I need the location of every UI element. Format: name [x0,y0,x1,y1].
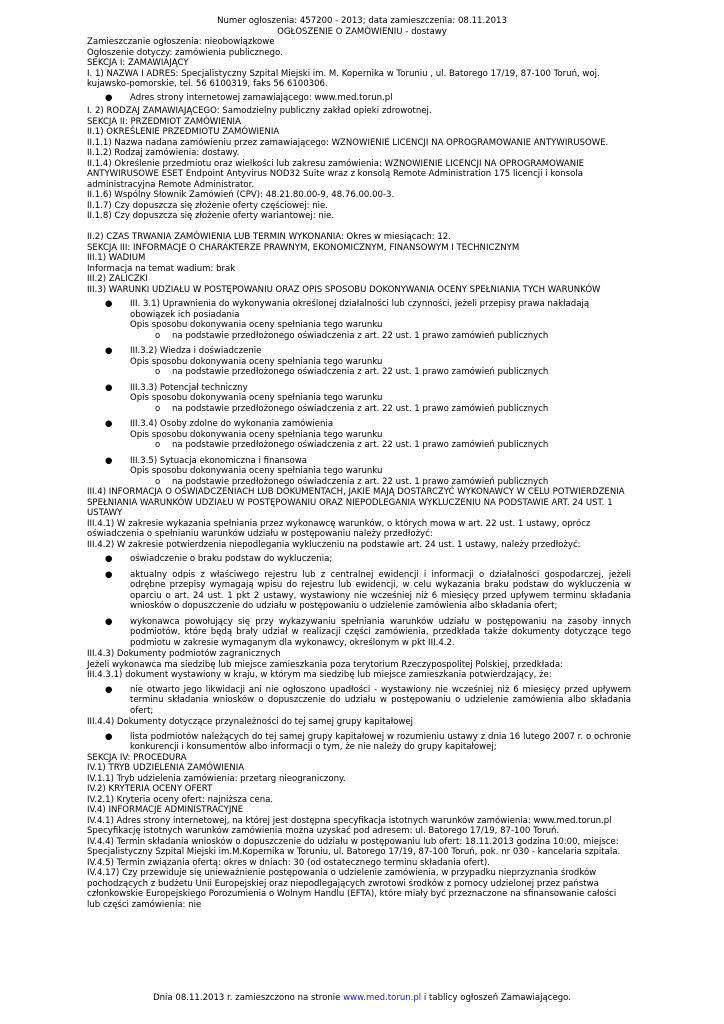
condition-item [87,383,631,415]
condition-label: III.3.2) Wiedza i doświadczenie [130,346,262,356]
condition-item [87,419,631,451]
bullet-icon: ● [105,419,113,429]
paragraph: III.4.2) W zakresie potwierdzenia niepodlegania wykluczeniu na podstawie art. 24 ust. 1 ustawy, należy przedłożyć: [87,539,581,550]
condition-method: Opis sposobu dokonywania oceny spełniania tego warunku [130,393,383,403]
condition-method: Opis sposobu dokonywania oceny spełniania tego warunku [130,466,383,476]
condition-item [87,299,631,341]
list-item [87,685,631,717]
paragraph: Specyfikację istotnych warunków zamówienia można uzyskać pod adresem: ul. Batorego 17/19, 87-100 Toruń. [87,826,560,836]
list-item [87,93,631,104]
circle-bullet-icon: o [155,403,161,414]
spacer [87,222,631,233]
bullet-icon: ● [105,616,113,627]
paragraph: II.1.2) Rodzaj zamówienia: dostawy. [87,148,240,158]
condition-label: III. 3.1) Uprawnienia do wykonywania określonej działalności lub czynności, jeżeli przepisy prawa nakładają obowiązek ich posiadania [130,299,590,320]
subsection-heading: III.3) WARUNKI UDZIAŁU W POSTĘPOWANIU ORAZ OPIS SPOSOBU DOKONYWANIA OCENY SPEŁNIANIA TYCH WARUNKÓW [87,284,601,295]
condition-label: III.3.5) Sytuacja ekonomiczna i finansowa [130,455,307,466]
list-item [87,554,631,565]
condition-detail [87,404,631,415]
circle-bullet-icon: o [155,330,161,341]
subsection-heading: III.4) INFORMACJA O OŚWIADCZENIACH LUB DOKUMENTACH, JAKIE MAJĄ DOSTARCZYĆ WYKONAWCY W CELU POTWIERDZENIA SPEŁNIANIA WARUNKÓW UDZIAŁU W POSTĘPOWANIU ORAZ NIEPODLEGANIA WYKLUCZENIU NA PODSTAWIE ART. 24 UST. 1 USTAWY [87,487,625,518]
bullet-icon: ● [105,299,113,309]
bullet-icon: ● [105,346,113,356]
document-body [87,37,631,910]
footer-website-link[interactable]: www.med.torun.pl [343,993,422,1003]
document-title: OGŁOSZENIE O ZAMÓWIENIU - dostawy [277,26,447,37]
paragraph: IV.2.1) Kryteria oceny ofert: najniższa cena. [87,794,274,805]
list-item-text: aktualny odpis z właściwego rejestru lub z centralnej ewidencji i informacji o działalności gospodarczej, jeżeli odrębne przepisy wymagają wpisu do rejestru lub ewidencji, w celu wykazania braku podstaw do wykluczenia w oparciu o art. 24 ust. 1 pkt 2 ustawy, wystawiony nie wcześniej niż 6 miesięcy przed upływem terminu składania wniosków o dopuszczenie do udziału w postępowaniu o udzielenie zamówienia albo składania ofert; [130,569,631,611]
paragraph: Jeżeli wykonawca ma siedzibę lub miejsce zamieszkania poza terytorium Rzeczypospolitej Polskiej, przedkłada: [87,659,563,670]
condition-item [87,346,631,378]
intro-line: Zamieszczanie ogłoszenia: nieobowiązkowe [87,37,275,47]
subsection-heading: IV.1) TRYB UDZIELENIA ZAMÓWIENIA [87,763,245,773]
conditions-list [87,299,631,487]
subsection-heading: IV.2) KRYTERIA OCENY OFERT [87,784,213,794]
list-item-text: wykonawca powołujący się przy wykazywaniu spełniania warunków udziału w postępowaniu na zasoby innych podmiotów, które będą brały udział w realizacji części zamówienia, przedkłada także dokumenty dotyczące tego podmiotu w zakresie wymaganym dla wykonawcy, określonym w pkt III.4.2. [130,616,631,648]
subsection-heading: III.4.3) Dokumenty podmiotów zagranicznych [87,649,281,659]
intro-line: Ogłoszenie dotyczy: zamówienia publicznego. [87,47,283,58]
bullet-icon: ● [105,455,113,466]
page-footer [0,993,724,1004]
list-item-text: oświadczenie o braku podstaw do wykluczenia; [130,554,333,564]
paragraph: II.2) CZAS TRWANIA ZAMÓWIENIA LUB TERMIN WYKONANIA: Okres w miesiącach: 12. [87,232,451,242]
announcement-number: Numer ogłoszenia: 457200 - 2013; data zamieszczenia: 08.11.2013 [217,16,507,26]
section-heading: SEKCJA IV: PROCEDURA [87,752,187,763]
list-item [87,617,631,649]
condition-detail-text: na podstawie przedłożonego oświadczenia z art. 22 ust. 1 prawo zamówień publicznych [172,330,549,341]
document-header [0,16,724,37]
condition-label: III.3.4) Osoby zdolne do wykonania zamówienia [130,419,334,429]
circle-bullet-icon: o [155,476,161,487]
condition-detail [87,331,631,342]
condition-label: III.3.3) Potencjał techniczny [130,382,248,393]
subsection-heading: IV.4) INFORMACJE ADMINISTRACYJNE [87,805,244,815]
list-item-text: nie otwarto jego likwidacji ani nie ogłoszono upadłości - wystawiony nie wcześniej niż 6 miesięcy przed upływem terminu składania wniosków o dopuszczenie do udziału w postępowaniu o udzielenie zamówienia albo składania ofert; [130,684,631,716]
subsection-heading: II.1) OKREŚLENIE PRZEDMIOTU ZAMÓWIENIA [87,127,280,137]
paragraph: II.1.7) Czy dopuszcza się złożenie oferty częściowej: nie. [87,200,328,211]
bullet-icon: ● [105,731,113,742]
paragraph: II.1.6) Wspólny Słownik Zamówień (CPV): 48.21.80.00-9, 48.76.00.00-3. [87,190,395,200]
condition-detail-text: na podstawie przedłożonego oświadczenia z art. 22 ust. 1 prawo zamówień publicznych [172,403,549,414]
paragraph: II.1.1) Nazwa nadana zamówieniu przez zamawiającego: WZNOWIENIE LICENCJI NA OPROGRAMOWANIE ANTYWIRUSOWE. [87,137,609,148]
paragraph: III.4.1) W zakresie wykazania spełniania przez wykonawcę warunków, o których mowa w art. 22 ust. 1 ustawy, oprócz oświadczenia o spełnianiu warunków udziału w postępowaniu należy przedłożyć: [87,518,591,539]
circle-bullet-icon: o [155,367,161,377]
subsection-heading: III.1) WADIUM [87,253,146,263]
condition-method: Opis sposobu dokonywania oceny spełniania tego warunku [130,320,383,330]
condition-detail [87,440,631,451]
paragraph: IV.4.1) Adres strony internetowej, na której jest dostępna specyfikacja istotnych warunków zamówienia: www.med.torun.pl [87,815,612,826]
paragraph: II.1.4) Określenie przedmiotu oraz wielkości lub zakresu zamówienia: WZNOWIENIE LICENCJI NA OPROGRAMOWANIE ANTYWIRUSOWE ESET Endpoint Antyvirus NOD32 Suite wraz z konsolą Remote Administration 175 licencji i konsola administracyjna Remote Administrator. [87,158,585,190]
bullet-icon: ● [105,382,113,393]
bullet-icon: ● [105,569,113,580]
paragraph: I. 2) RODZAJ ZAMAWIAJĄCEGO: Samodzielny publiczny zakład opieki zdrowotnej. [87,106,432,116]
paragraph: IV.4.17) Czy przewiduje się unieważnienie postępowania o udzielenie zamówienia, w przypadku nieprzyznania środków pochodzących z budżetu Unii Europejskiej oraz niepodlegających zwrotowi środków z pomocy udzielonej przez państwa członkowskie Europejskiego Porozumienia o Wolnym Handlu (EFTA), które miały być przeznaczone na sfinansowanie całości lub części zamówienia: nie [87,868,617,910]
paragraph: Informacja na temat wadium: brak [87,263,236,274]
subsection-heading: III.2) ZALICZKI [87,274,148,284]
bullet-icon: ● [105,92,113,103]
footer-text: Dnia 08.11.2013 r. zamieszczono na stronie [153,993,344,1003]
bullet-icon: ● [105,554,113,564]
list-item-text: lista podmiotów należących do tej samej grupy kapitałowej w rozumieniu ustawy z dnia 16 lutego 2007 r. o ochronie konkurencji i konsumentów albo informacji o tym, że nie należy do grupy kapitałowej; [130,731,631,752]
condition-method: Opis sposobu dokonywania oceny spełniania tego warunku [130,356,383,367]
list-item [87,732,631,753]
paragraph: III.4.3.1) dokument wystawiony w kraju, w którym ma siedzibę lub miejsce zamieszkania potwierdzający, że: [87,670,552,680]
list-item [87,570,631,612]
website-address: Adres strony internetowej zamawiającego: www.med.torun.pl [130,92,393,103]
bullet-icon: ● [105,684,113,695]
condition-item [87,456,631,488]
paragraph: I. 1) NAZWA I ADRES: Specjalistyczny Szpital Miejski im. M. Kopernika w Toruniu , ul. Batorego 17/19, 87-100 Toruń, woj. kujawsko-pomorskie, tel. 56 6100319, faks 56 6100306. [87,68,600,89]
condition-detail-text: na podstawie przedłożonego oświadczenia z art. 22 ust. 1 prawo zamówień publicznych [172,440,549,450]
exclusion-documents-list [87,554,631,648]
section-heading: SEKCJA II: PRZEDMIOT ZAMÓWIENIA [87,116,241,127]
subsection-heading: III.4.4) Dokumenty dotyczące przynależności do tej samej grupy kapitałowej [87,717,413,727]
condition-detail-text: na podstawie przedłożonego oświadczenia z art. 22 ust. 1 prawo zamówień publicznych [172,476,549,487]
condition-detail [87,367,631,378]
footer-text: i tablicy ogłoszeń Zamawiającego. [421,993,571,1003]
circle-bullet-icon: o [155,440,161,450]
paragraph: IV.4.4) Termin składania wniosków o dopuszczenie do udziału w postępowaniu lub ofert: 18.11.2013 godzina 10:00, miejsce: Specjalistyczny Szpital Miejski im.M.Kopernika w Toruniu, ul. Batorego 17/19, 87-100 Toruń, pok. nr 030 - kancelaria szpitala. [87,836,621,857]
paragraph: IV.1.1) Tryb udzielenia zamówienia: przetarg nieograniczony. [87,773,346,784]
condition-method: Opis sposobu dokonywania oceny spełniania tego warunku [130,429,383,440]
condition-detail-text: na podstawie przedłożonego oświadczenia z art. 22 ust. 1 prawo zamówień publicznych [172,367,549,377]
paragraph: II.1.8) Czy dopuszcza się złożenie oferty wariantowej: nie. [87,211,335,221]
paragraph: IV.4.5) Termin związania ofertą: okres w dniach: 30 (od ostatecznego terminu składania ofert). [87,857,490,868]
section-heading: SEKCJA III: INFORMACJE O CHARAKTERZE PRAWNYM, EKONOMICZNYM, FINANSOWYM I TECHNICZNYM [87,242,520,253]
condition-detail [87,477,631,488]
section-heading: SEKCJA I: ZAMAWIAJĄCY [87,58,189,68]
